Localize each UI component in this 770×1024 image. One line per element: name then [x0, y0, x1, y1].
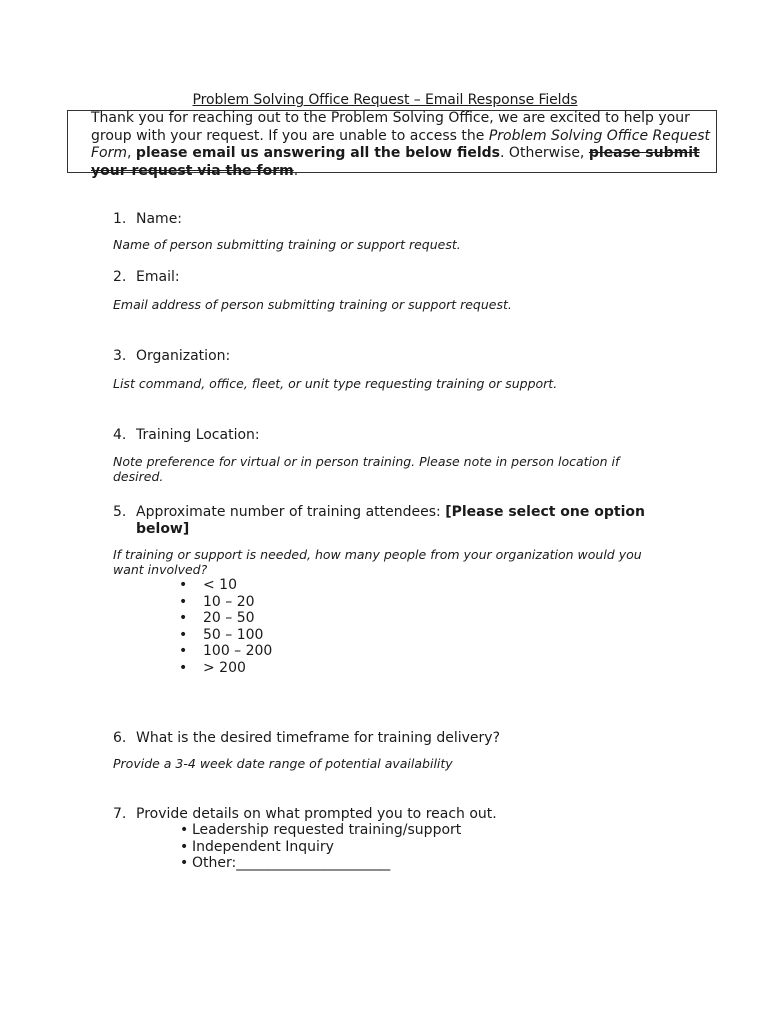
bullet-icon: •: [180, 838, 189, 855]
option-label: 10 – 20: [203, 593, 255, 610]
question-5-label-text: Approximate number of training attendees:: [136, 504, 446, 520]
question-5: [113, 504, 666, 538]
question-3-desc: List command, office, fleet, or unit type requesting training or support.: [113, 376, 558, 391]
option-label: > 200: [203, 659, 246, 676]
attendee-option[interactable]: [179, 660, 272, 677]
question-6: [113, 730, 500, 747]
question-label: Organization:: [136, 348, 231, 364]
question-number: 7.: [113, 806, 127, 822]
reason-option[interactable]: [180, 839, 461, 856]
question-4: [113, 427, 260, 444]
attendee-option[interactable]: [179, 594, 272, 611]
attendee-option[interactable]: [179, 610, 272, 627]
reason-option[interactable]: [180, 822, 461, 839]
bullet-icon: •: [179, 577, 188, 593]
option-label: Leadership requested training/support: [192, 822, 462, 838]
bullet-icon: •: [179, 626, 188, 643]
question-label: Email:: [136, 269, 180, 285]
intro-bold-2: please submit your request via the form: [91, 145, 700, 179]
bullet-icon: •: [180, 855, 189, 871]
option-label: Independent Inquiry: [192, 838, 334, 855]
question-6-desc: Provide a 3-4 week date range of potential availability: [113, 756, 453, 771]
attendee-options-list: [179, 577, 272, 676]
question-5-desc: If training or support is needed, how many people from your organization would you want involved?: [113, 547, 642, 577]
bullet-icon: •: [179, 593, 188, 610]
document-title: Problem Solving Office Request – Email Response Fields: [192, 92, 578, 108]
question-label: Training Location:: [136, 427, 260, 443]
question-number: 6.: [113, 730, 127, 746]
intro-text-4: .: [293, 162, 299, 179]
attendee-option[interactable]: [179, 643, 272, 660]
intro-text-3: . Otherwise,: [500, 145, 589, 161]
intro-text-2: ,: [127, 145, 136, 161]
question-1: [113, 211, 182, 228]
option-label: Other:______________________: [192, 855, 391, 871]
bullet-icon: •: [180, 822, 189, 838]
option-label: 50 – 100: [203, 626, 264, 643]
intro-paragraph: [91, 110, 711, 180]
question-number: 5.: [113, 504, 127, 520]
question-number: 2.: [113, 269, 127, 285]
question-3: [113, 348, 230, 365]
question-label: Provide details on what prompted you to reach out.: [136, 806, 497, 822]
bullet-icon: •: [179, 643, 188, 659]
attendee-option[interactable]: [179, 627, 272, 644]
reason-option[interactable]: [180, 855, 461, 872]
question-5-instruction: [Please select one option below]: [136, 504, 645, 537]
option-label: 100 – 200: [203, 643, 273, 659]
intro-bold-1: please email us answering all the below fields: [135, 145, 501, 161]
question-4-desc: Note preference for virtual or in person training. Please note in person location if desired.: [113, 454, 620, 484]
bullet-icon: •: [179, 610, 188, 626]
question-number: 3.: [113, 348, 127, 364]
attendee-option[interactable]: [179, 577, 272, 594]
question-7: [113, 806, 497, 823]
question-2-desc: Email address of person submitting training or support request.: [113, 297, 512, 312]
bullet-icon: •: [179, 659, 188, 676]
question-label: What is the desired timeframe for training delivery?: [136, 730, 501, 746]
intro-form-name: Problem Solving Office Request Form: [91, 127, 711, 161]
question-label: [136, 504, 666, 538]
question-number: 1.: [113, 211, 127, 227]
option-label: 20 – 50: [203, 610, 255, 626]
question-number: 4.: [113, 427, 127, 443]
question-label: Name:: [136, 211, 183, 227]
reason-options-list: [180, 822, 461, 872]
question-1-desc: Name of person submitting training or support request.: [113, 237, 461, 252]
option-label: < 10: [203, 577, 237, 593]
intro-text-1: Thank you for reaching out to the Problem Solving Office, we are excited to help your group with your request. If you are unable to access the: [91, 110, 690, 144]
question-2: [113, 269, 180, 286]
